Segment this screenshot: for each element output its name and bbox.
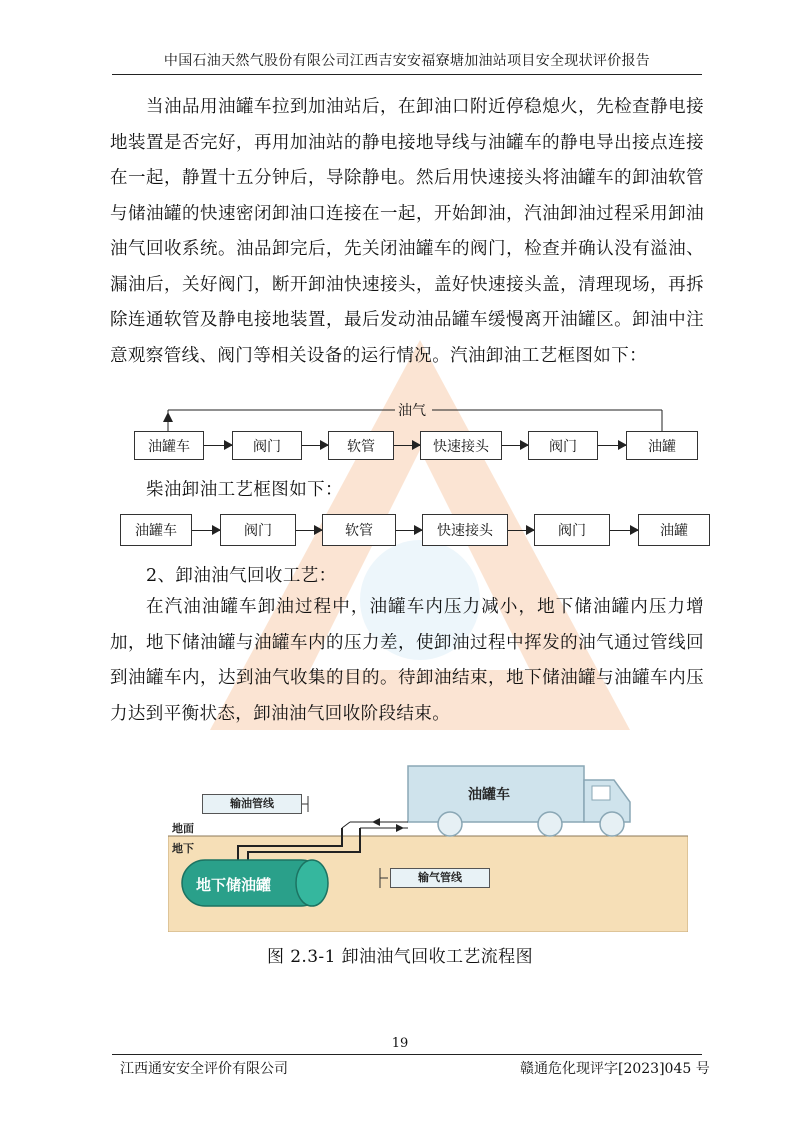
flow-box-valve: 阀门 [220, 514, 296, 546]
flow-arrow [302, 445, 328, 446]
flow-arrow [508, 530, 534, 531]
flow-arrow [610, 530, 638, 531]
figure-drawing [168, 762, 688, 932]
flow-box-storage-tank: 油罐 [638, 514, 710, 546]
tank-truck-label: 油罐车 [468, 787, 510, 803]
flow-box-valve: 阀门 [528, 431, 598, 460]
flow-box-valve: 阀门 [232, 431, 302, 460]
gasoline-flow-diagram [0, 398, 800, 468]
flow-box-quick-coupling: 快速接头 [422, 514, 508, 546]
paragraph-unloading-procedure: 当油品用油罐车拉到加油站后，在卸油口附近停稳熄火，先检查静电接地装置是否完好，再用加油站的静电接地导线与油罐车的静电导出接点连接在一起，静置十五分钟后，导除静电。然后用快速接头将油罐车的卸油软管与储油罐的快速密闭卸油口连接在一起，开始卸油，汽油卸油过程采用卸油油气回收系统。油品卸完后，先关闭油罐车的阀门，检查并确认没有溢油、漏油后，关好阀门，断开卸油快速接头，盖好快速接头盖，清理现场，再拆除连通软管及静电接地装置，最后发动油品罐车缓慢离开油罐区。卸油中注意观察管线、阀门等相关设备的运行情况。汽油卸油工艺框图如下： [110, 97, 704, 366]
flow-arrow [598, 445, 626, 446]
flow-arrow [192, 530, 220, 531]
vapor-return-label: 油气 [398, 403, 426, 419]
vapor-recovery-figure [168, 762, 688, 932]
flow-box-hose: 软管 [322, 514, 396, 546]
flow-box-tank-truck: 油罐车 [134, 431, 204, 460]
vapor-pipe-label: 输气管线 [390, 868, 490, 888]
header-divider [112, 74, 702, 75]
flow-box-quick-coupling: 快速接头 [420, 431, 502, 460]
flow-box-hose: 软管 [328, 431, 394, 460]
flow-arrow [394, 445, 420, 446]
page-number: 19 [391, 1036, 409, 1051]
flow-box-tank-truck: 油罐车 [120, 514, 192, 546]
underground-tank-label: 地下储油罐 [196, 876, 272, 894]
diesel-flow-intro: 柴油卸油工艺框图如下： [146, 480, 343, 500]
flow-box-valve: 阀门 [534, 514, 610, 546]
flow-box-storage-tank: 油罐 [626, 431, 698, 460]
flow-arrow [204, 445, 232, 446]
flow-arrow [502, 445, 528, 446]
footer-doc-number: 赣通危化现评字[2023]045 号 [520, 1061, 710, 1077]
flow-arrow [296, 530, 322, 531]
paragraph-vapor-recovery: 在汽油油罐车卸油过程中，油罐车内压力减小，地下储油罐内压力增加，地下储油罐与油罐车内的压力差，使卸油过程中挥发的油气通过管线回到油罐车内，达到油气收集的目的。待卸油结束，地下储油罐与油罐车内压力达到平衡状态，卸油油气回收阶段结束。 [110, 597, 704, 724]
diesel-flow-diagram [0, 514, 800, 548]
section-2-heading: 2、卸油油气回收工艺： [146, 566, 337, 586]
ground-surface-label: 地面 [172, 822, 194, 835]
footer-divider [112, 1054, 702, 1055]
flow-arrow [396, 530, 422, 531]
figure-caption: 图 2.3-1 卸油油气回收工艺流程图 [266, 947, 533, 967]
underground-label: 地下 [172, 842, 194, 855]
page-header: 中国石油天然气股份有限公司江西吉安安福寮塘加油站项目安全现状评价报告 [163, 53, 651, 69]
footer-company: 江西通安安全评价有限公司 [120, 1061, 288, 1077]
oil-pipe-label: 输油管线 [202, 794, 302, 814]
